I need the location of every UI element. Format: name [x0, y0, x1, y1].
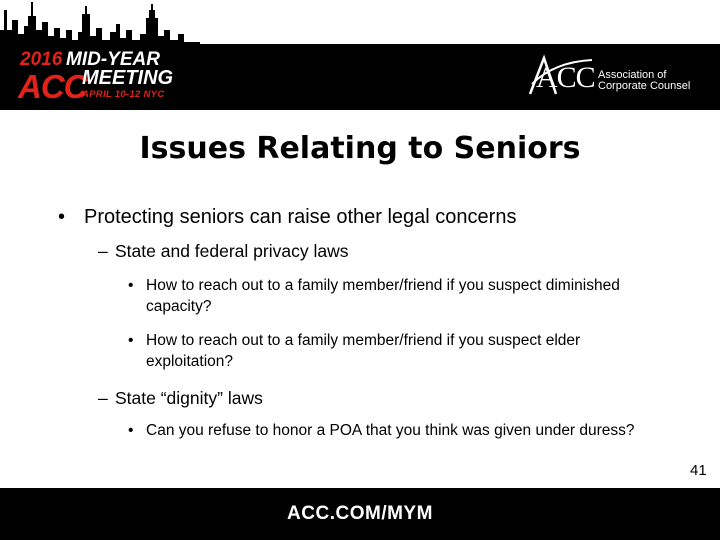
logo-year: 2016: [20, 49, 63, 70]
slide-footer: [0, 488, 720, 540]
acc-logo-name-line2: Corporate Counsel: [598, 80, 691, 92]
footer-url: ACC.COM/MYM: [287, 503, 433, 524]
sub-bullet-text: State and federal privacy laws: [115, 241, 349, 261]
bullet-marker: •: [128, 277, 134, 294]
logo-event-line2: MEETING: [82, 67, 174, 89]
bullet-marker: •: [128, 422, 134, 439]
logo-dates: APRIL 10-12 NYC: [82, 89, 165, 100]
acc-logo-name-line1: Association of: [598, 69, 667, 81]
dash-marker: –: [98, 388, 108, 408]
dash-marker: –: [98, 241, 108, 261]
logo-event-line1: MID-YEAR: [66, 49, 160, 70]
acc-logo-letters: ACC: [536, 61, 595, 94]
slide-page-number: 41: [690, 462, 707, 479]
mid-year-meeting-logo: [18, 50, 178, 106]
acc-association-logo: [526, 54, 706, 98]
bullet-marker: •: [58, 206, 66, 228]
logo-brand: ACC: [18, 68, 87, 105]
sub-bullet-text: State “dignity” laws: [115, 388, 263, 408]
sub-sub-bullet-text: How to reach out to a family member/friend if you suspect elder exploitation?: [146, 332, 581, 370]
bullet-marker: •: [128, 332, 134, 349]
sub-sub-bullet-text: How to reach out to a family member/friend if you suspect diminished capacity?: [146, 277, 620, 315]
bullet-text: Protecting seniors can raise other legal concerns: [84, 206, 517, 228]
slide-title: Issues Relating to Seniors: [139, 131, 581, 166]
sub-sub-bullet-text: Can you refuse to honor a POA that you think was given under duress?: [146, 422, 635, 439]
slide-header: [0, 0, 720, 110]
